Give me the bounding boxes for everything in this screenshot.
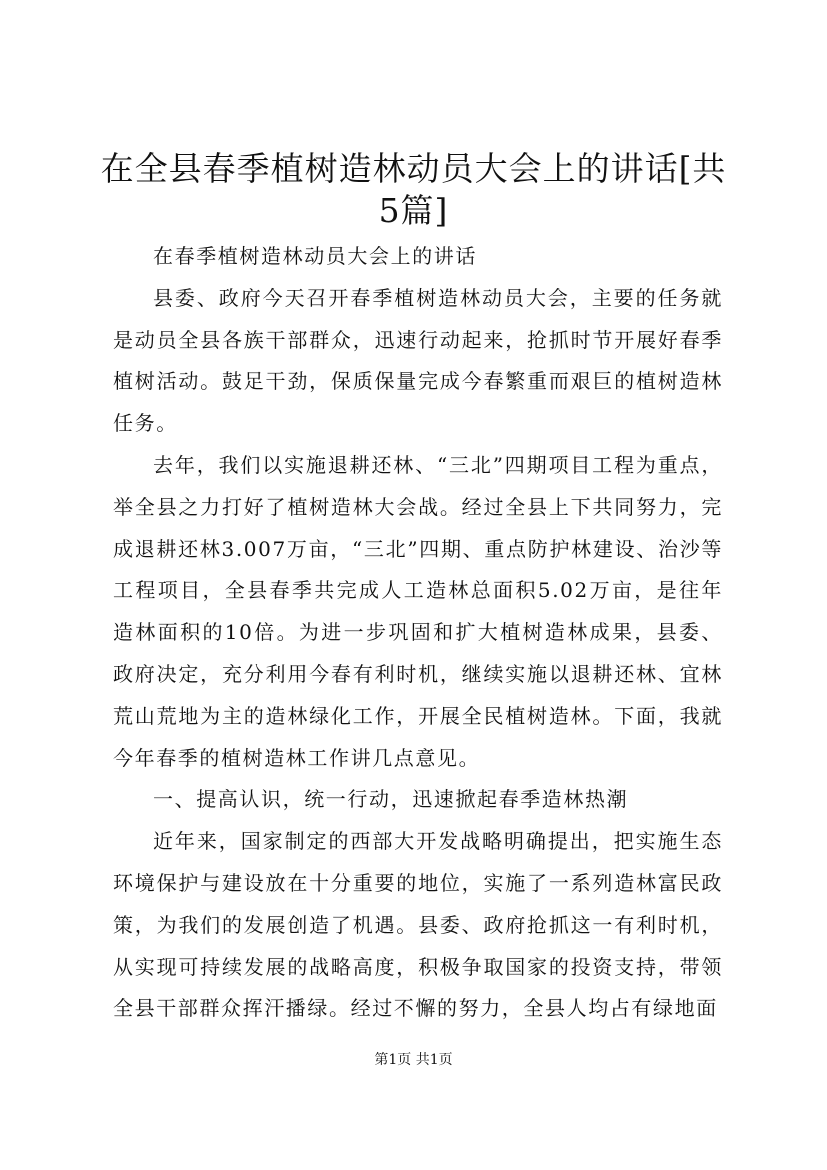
document-title: 在全县春季植树造林动员大会上的讲话[共5篇] <box>100 149 727 230</box>
paragraph-subtitle: 在春季植树造林动员大会上的讲话 <box>153 244 477 268</box>
paragraph-intro: 县委、政府今天召开春季植树造林动员大会，主要的任务就是动员全县各族干部群众，迅速行动起来，抢抓时节开展好春季植树活动。鼓足干劲，保质保量完成今春繁重而艰巨的植树造林任务。 <box>113 285 723 436</box>
document-body <box>113 236 723 1030</box>
section-heading-1: 一、提高认识，统一行动，迅速掀起春季造林热潮 <box>153 787 629 812</box>
paragraph-last-year: 去年，我们以实施退耕还林、“三北”四期项目工程为重点，举全县之力打好了植树造林大会战。经过全县上下共同努力，完成退耕还林3.007万亩，“三北”四期、重点防护林建设、治沙等工程项目，全县春季共完成人工造林总面积5.02万亩，是往年造林面积的10倍。为进一步巩固和扩大植树造林成果，县委、政府决定，充分利用今春有利时机，继续实施以退耕还林、宜林荒山荒地为主的造林绿化工作，开展全民植树造林。下面，我就今年春季的植树造林工作讲几点意见。 <box>113 452 723 770</box>
page-footer: 第1页 共1页 <box>374 1052 453 1068</box>
paragraph-recent-years: 近年来，国家制定的西部大开发战略明确提出，把实施生态环境保护与建设放在十分重要的地位，实施了一系列造林富民政策，为我们的发展创造了机遇。县委、政府抢抓这一有利时机，从实现可持续发展的战略高度，积极争取国家的投资支持，带领全县干部群众挥汗播绿。经过不懈的努力，全县人均占有绿地面 <box>113 829 723 1021</box>
